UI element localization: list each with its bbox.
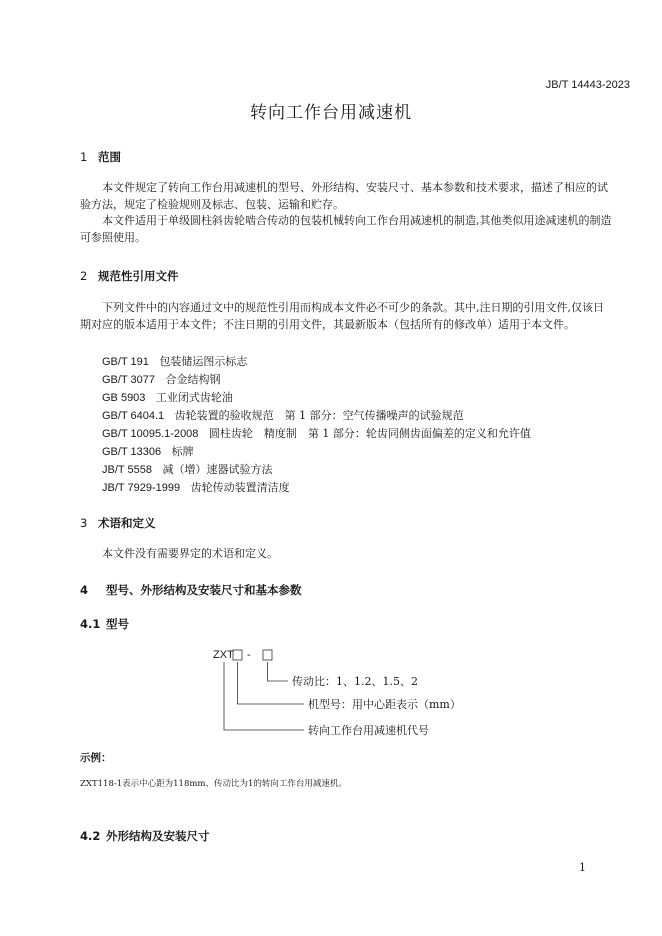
reference-item: GB/T 3077 合金结构钢	[102, 373, 221, 386]
section-title: 外形结构及安装尺寸	[106, 829, 210, 843]
reference-item: GB 5903 工业闭式齿轮油	[102, 391, 233, 404]
section-number: 4.2	[80, 829, 101, 843]
section-number: 3	[80, 516, 88, 530]
section-title: 规范性引用文件	[98, 269, 179, 283]
reference-item: GB/T 13306 标牌	[102, 445, 194, 458]
paragraph: 本文件没有需要界定的术语和定义。	[102, 547, 278, 560]
section-heading-4-2	[80, 828, 210, 844]
paragraph: 本文件适用于单级圆柱斜齿轮啮合传动的包装机械转向工作台用减速机的制造,其他类似用途减速机的制造可参照使用。	[80, 214, 612, 244]
section-number: 4	[80, 583, 89, 597]
section-number: 1	[80, 150, 88, 164]
section-number: 4.1	[80, 617, 101, 631]
page-number: 1	[579, 861, 586, 874]
page-title: 转向工作台用减速机	[250, 103, 412, 123]
example-text: ZXT118-1表示中心距为118mm、传动比为1的转向工作台用减速机。	[80, 779, 347, 789]
reference-item: GB/T 191 包装储运图示标志	[102, 355, 248, 368]
paragraph: 下列文件中的内容通过文中的规范性引用而构成本文件必不可少的条款。其中,注日期的引用文件,仅该日期对应的版本适用于本文件；不注日期的引用文件，其最新版本（包括所有的修改单）适用于本文件。	[80, 301, 604, 331]
diagram-label-ratio: 传动比：1、1.2、1.5、2	[292, 675, 418, 688]
example-heading: 示例：	[80, 752, 112, 764]
section-number: 2	[80, 269, 88, 283]
document-number: JB/T 14443-2023	[545, 79, 630, 91]
reference-item: JB/T 7929-1999 齿轮传动装置清洁度	[102, 481, 290, 494]
section-title: 型号	[106, 617, 129, 631]
diagram-label-code: 转向工作台用减速机代号	[308, 724, 429, 737]
diagram-label-model: 机型号：用中心距表示（mm）	[308, 698, 461, 711]
section-title: 术语和定义	[98, 516, 156, 530]
section-title: 范围	[98, 150, 121, 164]
reference-item: GB/T 10095.1-2008 圆柱齿轮 精度制 第 1 部分：轮齿同侧齿面偏差的定义和允许值	[102, 427, 531, 440]
model-separator: -	[247, 648, 251, 661]
model-prefix: ZXT	[213, 649, 234, 661]
reference-item: GB/T 6404.1 齿轮装置的验收规范 第 1 部分：空气传播噪声的试验规范	[102, 409, 464, 422]
reference-item: JB/T 5558 减（增）速器试验方法	[102, 463, 273, 476]
section-title: 型号、外形结构及安装尺寸和基本参数	[106, 583, 302, 597]
paragraph: 本文件规定了转向工作台用减速机的型号、外形结构、安装尺寸、基本参数和技术要求，描述了相应的试验方法，规定了检验规则及标志、包装、运输和贮存。	[80, 181, 608, 211]
